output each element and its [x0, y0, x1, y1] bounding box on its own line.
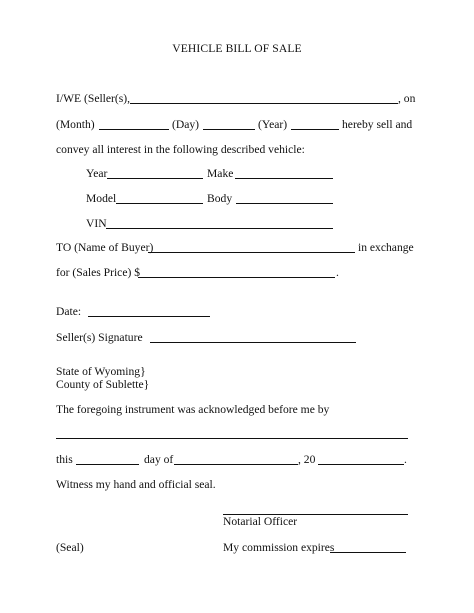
vehicle-body-blank[interactable]: [236, 203, 333, 204]
month-label: (Month): [56, 118, 95, 131]
convey-text: convey all interest in the following described vehicle:: [56, 143, 305, 156]
vehicle-make-label: Make: [207, 167, 234, 180]
state-text: State of Wyoming}: [56, 365, 146, 378]
notarial-officer-label: Notarial Officer: [223, 515, 298, 528]
month-blank[interactable]: [99, 129, 169, 130]
vehicle-vin-label: VIN: [86, 217, 107, 230]
seller-label: I/WE (Seller(s),: [56, 92, 131, 105]
date-label: Date:: [56, 305, 82, 318]
month-name-blank[interactable]: [174, 464, 298, 465]
vehicle-year-blank[interactable]: [107, 178, 203, 179]
year-label: (Year): [258, 118, 288, 131]
signature-label: Seller(s) Signature: [56, 331, 143, 344]
year-blank[interactable]: [291, 129, 339, 130]
buyer-line-suffix: in exchange: [358, 241, 414, 254]
price-suffix: .: [336, 266, 339, 279]
vehicle-year-label: Year: [86, 167, 108, 180]
signature-blank[interactable]: [150, 342, 356, 343]
price-label: for (Sales Price) $: [56, 266, 141, 279]
day-label: (Day): [172, 118, 200, 131]
vehicle-model-label: Model: [86, 192, 117, 205]
commission-expires-blank[interactable]: [330, 552, 406, 553]
vehicle-body-label: Body: [207, 192, 233, 205]
day-line-suffix: .: [404, 453, 407, 466]
date-blank[interactable]: [88, 316, 210, 317]
witness-text: Witness my hand and official seal.: [56, 478, 216, 491]
day-blank[interactable]: [203, 129, 255, 130]
this-label: this: [56, 453, 73, 466]
vehicle-vin-blank[interactable]: [106, 228, 333, 229]
document-title: VEHICLE BILL OF SALE: [172, 42, 302, 55]
seller-line-suffix: , on: [398, 92, 416, 105]
year-prefix: , 20: [298, 453, 316, 466]
price-blank[interactable]: [138, 277, 335, 278]
vehicle-model-blank[interactable]: [116, 203, 203, 204]
seller-name-blank[interactable]: [130, 103, 398, 104]
vehicle-make-blank[interactable]: [235, 178, 333, 179]
notary-year-blank[interactable]: [318, 464, 404, 465]
buyer-name-blank[interactable]: [148, 252, 355, 253]
commission-label: My commission expires: [223, 541, 335, 554]
acknowledged-text: The foregoing instrument was acknowledged before me by: [56, 403, 330, 416]
buyer-label: TO (Name of Buyer): [56, 241, 154, 254]
day-number-blank[interactable]: [76, 464, 139, 465]
county-text: County of Sublette}: [56, 378, 150, 391]
acknowledged-by-blank[interactable]: [56, 438, 408, 439]
day-of-label: day of: [144, 453, 174, 466]
seal-text: (Seal): [56, 541, 84, 554]
sell-suffix: hereby sell and: [342, 118, 413, 131]
